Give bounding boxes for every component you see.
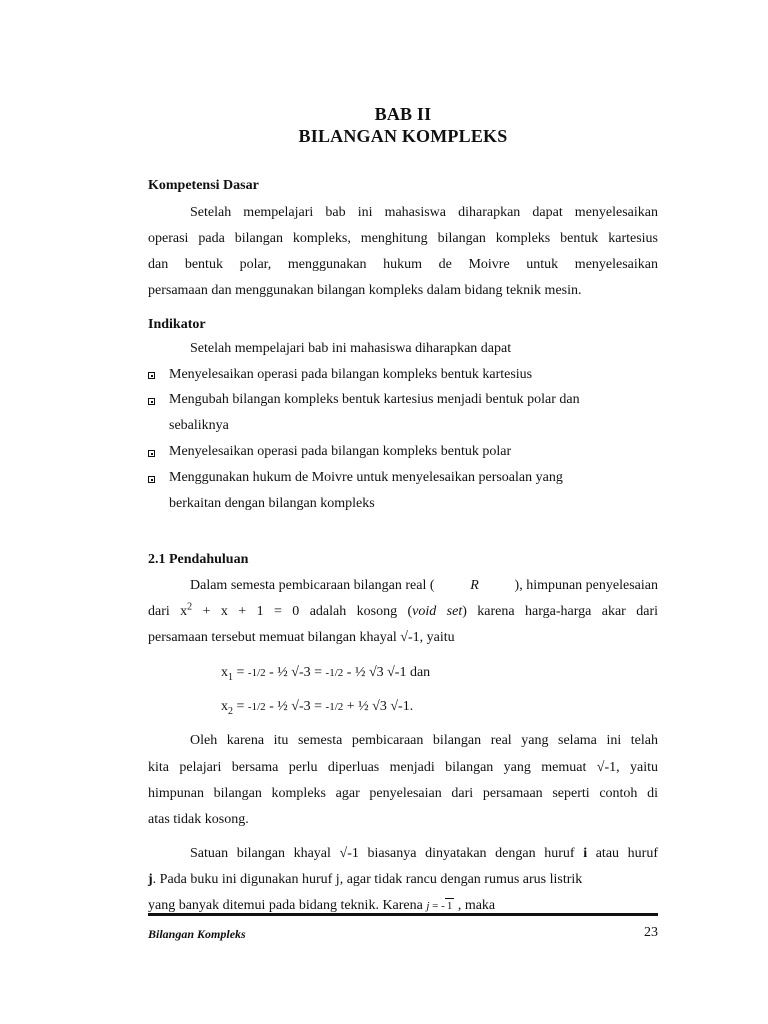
exponent: 2 [187,601,193,613]
section-heading: 2.1 Pendahuluan [148,552,249,567]
paragraph-2-line-1: Oleh karena itu semesta pembicaraan bilangan real yang selama ini telah [190,733,658,748]
checkbox-bullet-icon [148,450,155,457]
fraction: -1/2 [247,667,266,679]
equation-x2 [221,699,413,715]
indikator-item-continued: sebaliknya [169,418,229,433]
letter-i: i [583,846,588,861]
text-fragment: . Pada buku ini digunakan huruf j, agar tidak rancu dengan rumus arus listrik [152,872,583,887]
checkbox-bullet-icon [148,476,155,483]
text-fragment: ) karena harga-harga akar dari [462,604,658,619]
letter-j: j [148,872,153,887]
text-fragment: atau huruf [587,846,658,861]
text-fragment: - ½ √-3 = [265,699,326,714]
variable-j: j [426,900,430,912]
radicand: 1 [446,900,453,912]
indikator-item: Menyelesaikan operasi pada bilangan kompleks bentuk polar [169,444,512,459]
equation-x1 [221,665,430,681]
paragraph-3-line-3 [148,898,495,914]
footer-title: Bilangan Kompleks [148,927,246,941]
chapter-number: BAB II [374,104,432,124]
text-fragment: yang banyak ditemui pada bidang teknik. Karena [148,898,427,913]
text-fragment: Satuan bilangan khayal √-1 biasanya dinyatakan dengan huruf [190,846,584,861]
kompetensi-line-1: Setelah mempelajari bab ini mahasiswa diharapkan dapat menyelesaikan [190,205,658,220]
indikator-item-continued: berkaitan dengan bilangan kompleks [169,496,375,511]
subscript: 2 [228,705,233,717]
indikator-intro: Setelah mempelajari bab ini mahasiswa diharapkan dapat [190,341,512,356]
indikator-item: Menggunakan hukum de Moivre untuk menyelesaikan persoalan yang [169,470,563,485]
fraction: -1/2 [325,701,344,713]
paragraph-1-line-2 [148,601,658,620]
text-fragment: = [429,900,442,912]
text-fragment: - [441,900,445,912]
paragraph-2-line-3: himpunan bilangan kompleks agar penyelesaian dari persamaan seperti contoh di [148,786,658,801]
text-fragment: = [233,665,248,680]
subscript: 1 [228,671,233,683]
kompetensi-line-4: persamaan dan menggunakan bilangan kompleks dalam bidang teknik mesin. [148,283,582,298]
text-fragment: dari x [148,604,188,619]
paragraph-1-line-1 [190,578,658,594]
chapter-title: BILANGAN KOMPLEKS [298,126,508,146]
page-number: 23 [644,925,658,940]
text-fragment: = [233,699,248,714]
void-set-term: void set [412,604,463,619]
square-root-symbol [445,898,455,913]
variable: x [221,665,228,680]
indikator-item: Menyelesaikan operasi pada bilangan kompleks bentuk kartesius [169,367,533,382]
paragraph-3-line-2 [148,872,582,888]
text-fragment: , maka [454,898,496,913]
checkbox-bullet-icon [148,398,155,405]
text-fragment: + ½ √3 √-1. [343,699,414,714]
paragraph-2-line-2: kita pelajari bersama perlu diperluas menjadi bilangan yang memuat √-1, yaitu [148,760,658,775]
text-fragment: ), himpunan penyelesaian [514,578,658,593]
fraction: -1/2 [247,701,266,713]
checkbox-bullet-icon [148,372,155,379]
variable: x [221,699,228,714]
real-set-symbol: R [470,578,479,593]
text-fragment: + x + 1 = 0 adalah kosong ( [192,604,413,619]
text-fragment: - ½ √3 √-1 dan [343,665,431,680]
paragraph-1-line-3: persamaan tersebut memuat bilangan khayal √-1, yaitu [148,630,455,645]
paragraph-3-line-1 [190,846,658,862]
fraction: -1/2 [325,667,344,679]
kompetensi-heading: Kompetensi Dasar [148,178,259,193]
indikator-item: Mengubah bilangan kompleks bentuk kartesius menjadi bentuk polar dan [169,392,580,407]
kompetensi-line-3: dan bentuk polar, menggunakan hukum de Moivre untuk menyelesaikan [148,257,658,272]
indikator-heading: Indikator [148,317,206,332]
paragraph-2-line-4: atas tidak kosong. [148,812,249,827]
text-fragment: - ½ √-3 = [265,665,326,680]
kompetensi-line-2: operasi pada bilangan kompleks, menghitung bilangan kompleks bentuk kartesius [148,231,658,246]
footer-divider [148,913,658,916]
text-fragment: Dalam semesta pembicaraan bilangan real ( [190,578,435,593]
